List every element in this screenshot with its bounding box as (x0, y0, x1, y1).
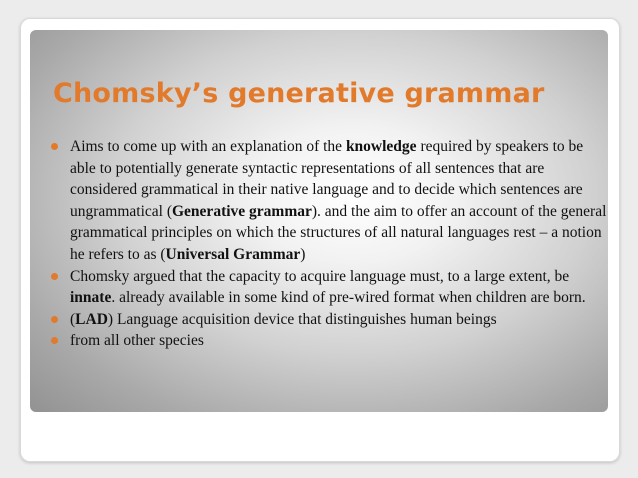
bullet-item (50, 266, 610, 309)
bullet-icon (51, 316, 58, 323)
slide-title: Chomsky’s generative grammar (53, 78, 545, 109)
bullet-bold-term: LAD (75, 310, 108, 328)
bullet-text: ) Language acquisition device that distinguishes human beings (107, 310, 497, 328)
bullet-icon (51, 273, 58, 280)
bullet-list (50, 136, 610, 352)
slide-content-panel (30, 30, 608, 412)
bullet-bold-term: innate (70, 289, 112, 307)
bullet-text: ). and the aim to offer an account of the general grammatical principles on which the structures of all natural languages rest – a notion he refers to as ( (70, 202, 607, 263)
bullet-bold-term: Universal Grammar (165, 245, 301, 263)
bullet-text: . already available in some kind of pre-wired format when children are born. (111, 289, 586, 307)
bullet-item (50, 330, 610, 352)
bullet-icon (51, 143, 58, 150)
bullet-bold-term: Generative grammar (172, 202, 312, 220)
bullet-text: ) (300, 245, 306, 263)
bullet-item (50, 309, 610, 331)
bullet-icon (51, 337, 58, 344)
bullet-text: Aims to come up with an explanation of the (70, 138, 346, 155)
bullet-text: required by speakers to be able to potentially generate syntactic representations of all sentences that are considered grammatical in their native language and to decide which sentences are ungrammatical ( (70, 138, 584, 220)
bullet-text: ( (70, 310, 76, 328)
slide (20, 18, 620, 462)
bullet-bold-term: knowledge (345, 138, 417, 155)
bullet-text: from all other species (70, 332, 204, 350)
bullet-item (50, 136, 610, 266)
bullet-text: Chomsky argued that the capacity to acquire language must, to a large extent, be (70, 267, 570, 285)
